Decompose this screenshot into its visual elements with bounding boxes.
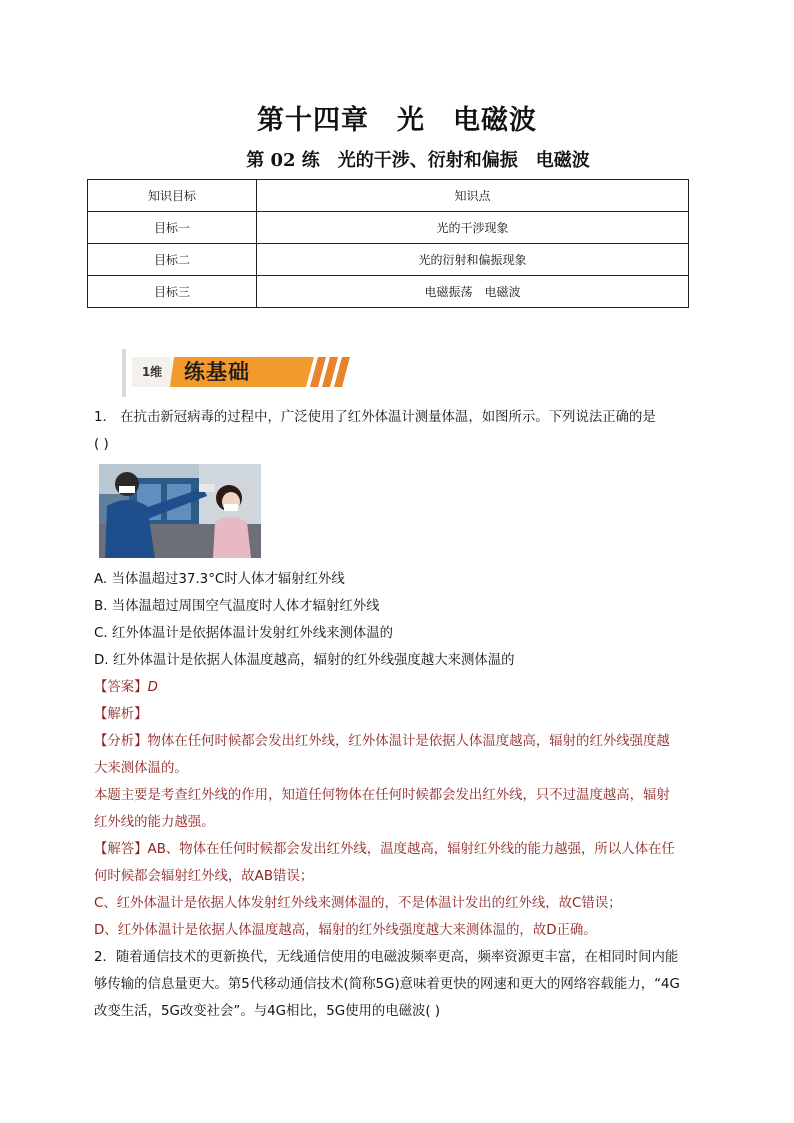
- q1-solution-line: 何时候都会辐射红外线，故AB错误；: [94, 869, 314, 884]
- q1-option-d: D. 红外体温计是依据人体温度越高，辐射的红外线强度越大来测体温的: [94, 653, 515, 668]
- answer-label: 【答案】: [94, 680, 148, 695]
- page-title: 第十四章 光 电磁波: [257, 105, 537, 136]
- q1-analysis-line: 红外线的能力越强。: [94, 815, 215, 830]
- q1-analysis-line: 【分析】物体在任何时候都会发出红外线，红外体温计是依据人体温度越高，辐射的红外线强度越: [94, 734, 670, 749]
- banner-tag: 1维: [132, 357, 172, 387]
- q1-option-b: B. 当体温超过周围空气温度时人体才辐射红外线: [94, 599, 380, 614]
- table-row: [88, 244, 689, 276]
- table-row: [88, 276, 689, 308]
- answer-value: D: [147, 680, 158, 695]
- q1-stem-line2: ( ): [94, 437, 109, 452]
- table-cell: 目标二: [88, 244, 257, 276]
- goals-table: [87, 179, 689, 308]
- table-cell: 目标一: [88, 212, 257, 244]
- q1-analysis-line: 大来测体温的。: [94, 761, 188, 776]
- q1-solution-line: C、红外体温计是依据人体发射红外线来测体温的，不是体温计发出的红外线，故C错误；: [94, 896, 622, 911]
- photo-temperature-measurement: [99, 464, 261, 558]
- banner-bar: [122, 349, 126, 397]
- question-content: [94, 404, 704, 1025]
- q1-solution-line: D、红外体温计是依据人体温度越高，辐射的红外线强度越大来测体温的，故D正确。: [94, 923, 597, 938]
- table-cell: 目标三: [88, 276, 257, 308]
- q1-option-c: C. 红外体温计是依据体温计发射红外线来测体温的: [94, 626, 394, 641]
- page-subtitle: 第 02 练 光的干涉、衍射和偏振 电磁波: [246, 150, 590, 171]
- q2-stem-line: 2．随着通信技术的更新换代，无线通信使用的电磁波频率更高，频率资源更丰富，在相同时间内能: [94, 950, 679, 965]
- banner-label: 练基础: [184, 360, 250, 384]
- section-banner: [122, 349, 312, 397]
- q2-stem-line: 改变生活，5G改变社会”。与4G相比，5G使用的电磁波( ): [94, 1004, 441, 1019]
- table-row: [88, 212, 689, 244]
- q1-analysis-label: 【解析】: [94, 707, 148, 722]
- table-cell: 光的衍射和偏振现象: [257, 244, 689, 276]
- q2-stem-line: 够传输的信息量更大。第5代移动通信技术(简称5G)意味着更快的网速和更大的网络容载能力，“4G: [94, 977, 680, 992]
- table-cell: 光的干涉现象: [257, 212, 689, 244]
- q1-option-a: A. 当体温超过37.3°C时人体才辐射红外线: [94, 572, 345, 587]
- q1-stem-line1: 1． 在抗击新冠病毒的过程中，广泛使用了红外体温计测量体温，如图所示。下列说法正确的是: [94, 410, 656, 425]
- table-header-row: [88, 180, 689, 212]
- q1-answer: [94, 674, 704, 701]
- q1-solution-line: 【解答】AB、物体在任何时候都会发出红外线，温度越高，辐射红外线的能力越强，所以人体在任: [94, 842, 675, 857]
- table-cell: 电磁振荡 电磁波: [257, 276, 689, 308]
- q1-analysis-line: 本题主要是考查红外线的作用，知道任何物体在任何时候都会发出红外线，只不过温度越高，辐射: [94, 788, 670, 803]
- table-header-goal: 知识目标: [88, 180, 257, 212]
- table-header-point: 知识点: [257, 180, 689, 212]
